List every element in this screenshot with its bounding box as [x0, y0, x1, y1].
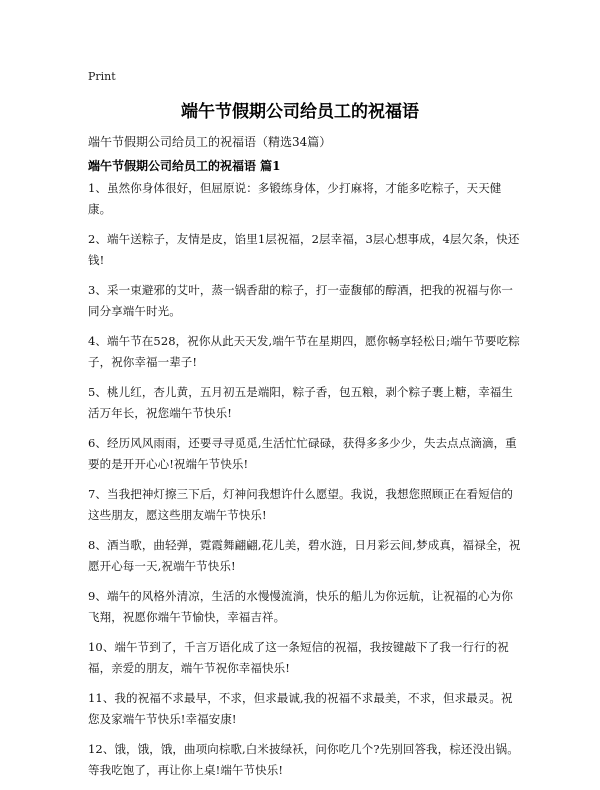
list-item: 9、端午的风格外清凉，生活的水慢慢流淌，快乐的船儿为你远航，让祝福的心为你飞翔，祝愿你端午节愉快，幸福吉祥。	[88, 589, 514, 624]
list-item: 3、采一束避邪的艾叶，蒸一锅香甜的粽子，打一壶馥郁的醇酒，把我的祝福与你一同分享端午时光。	[88, 283, 514, 318]
list-item: 5、桃儿红，杏儿黄，五月初五是端阳，粽子香，包五粮，剥个粽子裹上糖，幸福生活万年长，祝您端午节快乐!	[88, 385, 514, 420]
list-item: 12、饿，饿，饿，曲项向棕歌,白米披绿袄，问你吃几个?先别回答我，棕还没出锅。等我吃饱了，再让你上桌!端午节快乐!	[88, 742, 519, 777]
list-item: 1、虽然你身体很好，但屈原说：多锻练身体，少打麻将，才能多吃粽子，天天健康。	[88, 181, 502, 216]
greeting-list	[88, 178, 524, 790]
list-item: 4、端午节在528，祝你从此天天发,端午节在星期四，愿你畅享轻松日;端午节要吃粽子，祝你幸福一辈子!	[88, 334, 520, 369]
document-subtitle: 端午节假期公司给员工的祝福语（精选34篇）	[88, 135, 332, 149]
list-item: 2、端午送粽子，友情是皮，馅里1层祝福，2层幸福，3层心想事成，4层欠条，快还钱!	[88, 232, 520, 267]
list-item: 8、酒当歌，曲轻弹，霓霞舞翩翩,花儿美，碧水涟，日月彩云间,梦成真，福禄全，祝愿开心每一天,祝端午节快乐!	[88, 538, 521, 573]
section-heading: 端午节假期公司给员工的祝福语 篇1	[88, 159, 281, 173]
list-item: 11、我的祝福不求最早，不求，但求最诚,我的祝福不求最美，不求，但求最灵。祝您及家端午节快乐!幸福安康!	[88, 691, 513, 726]
page-title: 端午节假期公司给员工的祝福语	[181, 102, 419, 122]
print-label: Print	[88, 70, 116, 83]
list-item: 10、端午节到了，千言万语化成了这一条短信的祝福，我按键敲下了我一行行的祝福，亲爱的朋友，端午节祝你幸福快乐!	[88, 640, 509, 675]
list-item: 6、经历风风雨雨，还要寻寻觅觅,生活忙忙碌碌，获得多多少少，失去点点滴滴，重要的是开开心心!祝端午节快乐!	[88, 436, 517, 471]
list-item: 7、当我把神灯擦三下后，灯神问我想许什么愿望。我说，我想您照顾正在看短信的这些朋友，愿这些朋友端午节快乐!	[88, 487, 514, 522]
